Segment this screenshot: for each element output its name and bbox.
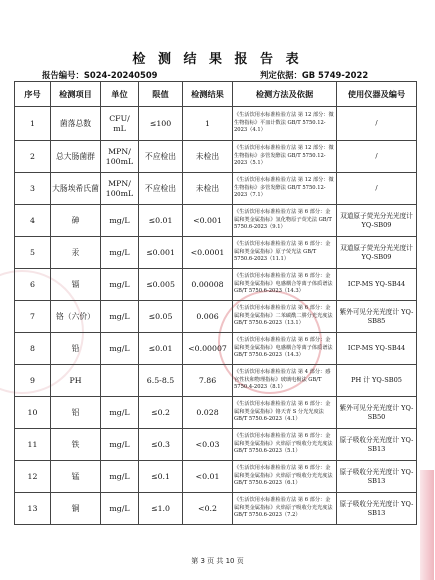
cell-no: 11 (15, 429, 51, 461)
cell-instrument: 紫外可见分光光度计 YQ-SB50 (337, 397, 417, 429)
cell-instrument: PH 计 YQ-SB05 (337, 365, 417, 397)
cell-no: 7 (15, 301, 51, 333)
cell-unit: mg/L (101, 205, 139, 237)
cell-method: 《生活饮用水标准检验方法 第 6 部分：金属和类金属指标》电感耦合等离子体质谱法 GB/T 5750.6-2023（14.3） (233, 333, 337, 365)
cell-item: 总大肠菌群 (51, 141, 101, 173)
cell-no: 12 (15, 461, 51, 493)
cell-limit: ≤100 (139, 107, 183, 141)
cell-result: <0.00007 (183, 333, 233, 365)
table-row (15, 333, 417, 365)
cell-instrument: 原子吸收分光光度计 YQ-SB13 (337, 429, 417, 461)
cell-result: 0.00008 (183, 269, 233, 301)
cell-unit: mg/L (101, 429, 139, 461)
header-cell-limit: 限值 (139, 82, 183, 107)
cell-limit: ≤0.2 (139, 397, 183, 429)
results-table (14, 81, 417, 525)
cell-limit: ≤0.3 (139, 429, 183, 461)
table-row (15, 461, 417, 493)
cell-result: <0.0001 (183, 237, 233, 269)
cell-no: 13 (15, 493, 51, 525)
header-cell-item: 检测项目 (51, 82, 101, 107)
cell-instrument: / (337, 141, 417, 173)
cell-result: <0.001 (183, 205, 233, 237)
cell-instrument: / (337, 173, 417, 205)
cell-method: 《生活饮用水标准检验方法 第 12 部分：微生物指标》多管发酵法 GB/T 5750.12-2023（5.1） (233, 141, 337, 173)
cell-item: 菌落总数 (51, 107, 101, 141)
cell-instrument: ICP-MS YQ-SB44 (337, 333, 417, 365)
table-row (15, 301, 417, 333)
cell-no: 5 (15, 237, 51, 269)
cell-result: <0.2 (183, 493, 233, 525)
cell-item: 镉 (51, 269, 101, 301)
cell-result: 未检出 (183, 141, 233, 173)
cell-unit: mg/L (101, 397, 139, 429)
cell-instrument: 双道原子荧光分光光度计 YQ-SB09 (337, 205, 417, 237)
cell-no: 1 (15, 107, 51, 141)
cell-method: 《生活饮用水标准检验方法 第 6 部分：金属和类金属指标》氢化物原子荧光法 GB/T 5750.6-2023（9.1） (233, 205, 337, 237)
table-row (15, 429, 417, 461)
cell-method: 《生活饮用水标准检验方法 第 6 部分：金属和类金属指标》原子荧光法 GB/T 5750.6-2023（11.1） (233, 237, 337, 269)
cell-item: 汞 (51, 237, 101, 269)
cell-unit: MPN/ 100mL (101, 173, 139, 205)
cell-instrument: 双道原子荧光分光光度计 YQ-SB09 (337, 237, 417, 269)
header-cell-unit: 单位 (101, 82, 139, 107)
cell-item: 铜 (51, 493, 101, 525)
cell-limit: 不应检出 (139, 173, 183, 205)
cell-limit: ≤0.1 (139, 461, 183, 493)
cell-item: 铅 (51, 333, 101, 365)
cell-limit: ≤0.01 (139, 205, 183, 237)
cell-limit: ≤0.005 (139, 269, 183, 301)
cell-method: 《生活饮用水标准检验方法 第 6 部分：金属和类金属指标》二苯碳酰二肼分光光度法 GB/T 5750.6-2023（13.1） (233, 301, 337, 333)
header-cell-instrument: 使用仪器及编号 (337, 82, 417, 107)
cell-result: <0.01 (183, 461, 233, 493)
cell-limit: 不应检出 (139, 141, 183, 173)
cell-unit (101, 365, 139, 397)
judgement-basis: 判定依据：GB 5749-2022 (260, 70, 369, 80)
cell-unit: CFU/ mL (101, 107, 139, 141)
cell-unit: mg/L (101, 461, 139, 493)
cell-limit: 6.5-8.5 (139, 365, 183, 397)
cell-method: 《生活饮用水标准检验方法 第 12 部分：微生物指标》多管发酵法 GB/T 5750.12-2023（7.1） (233, 173, 337, 205)
cell-unit: mg/L (101, 333, 139, 365)
cell-no: 3 (15, 173, 51, 205)
cell-result: 1 (183, 107, 233, 141)
cell-item: 锰 (51, 461, 101, 493)
cell-method: 《生活饮用水标准检验方法 第 6 部分：金属和类金属指标》火焰原子吸收分光光度法 GB/T 5750.6-2023（6.1） (233, 461, 337, 493)
cell-instrument: ICP-MS YQ-SB44 (337, 269, 417, 301)
cell-unit: mg/L (101, 269, 139, 301)
header-cell-method: 检测方法及依据 (233, 82, 337, 107)
header-cell-result: 检测结果 (183, 82, 233, 107)
cell-result: 0.006 (183, 301, 233, 333)
cell-item: 砷 (51, 205, 101, 237)
cell-item: 铝 (51, 397, 101, 429)
table-header-row (15, 82, 417, 107)
cell-unit: mg/L (101, 301, 139, 333)
cell-no: 4 (15, 205, 51, 237)
cell-no: 8 (15, 333, 51, 365)
cell-method: 《生活饮用水标准检验方法 第 12 部分：微生物指标》平皿计数法 GB/T 5750.12-2023（4.1） (233, 107, 337, 141)
cell-limit: ≤0.01 (139, 333, 183, 365)
report-number: 报告编号：S024-20240509 (42, 70, 158, 80)
cell-item: PH (51, 365, 101, 397)
cell-instrument: 原子吸收分光光度计 YQ-SB13 (337, 493, 417, 525)
cell-instrument: 紫外可见分光光度计 YQ-SB85 (337, 301, 417, 333)
cell-method: 《生活饮用水标准检验方法 第 6 部分：金属和类金属指标》电感耦合等离子体质谱法 GB/T 5750.6-2023（14.3） (233, 269, 337, 301)
cell-result: <0.03 (183, 429, 233, 461)
report-title: 检 测 结 果 报 告 表 (132, 52, 303, 67)
cell-method: 《生活饮用水标准检验方法 第 6 部分：金属和类金属指标》火焰原子吸收分光光度法 GB/T 5750.6-2023（5.1） (233, 429, 337, 461)
cell-unit: mg/L (101, 493, 139, 525)
table-row (15, 141, 417, 173)
cell-no: 2 (15, 141, 51, 173)
table-row (15, 107, 417, 141)
cell-unit: mg/L (101, 237, 139, 269)
cell-instrument: 原子吸收分光光度计 YQ-SB13 (337, 461, 417, 493)
cell-item: 铬（六价） (51, 301, 101, 333)
table-row (15, 237, 417, 269)
cell-method: 《生活饮用水标准检验方法 第 6 部分：金属和类金属指标》火焰原子吸收分光光度法 GB/T 5750.6-2023（7.2） (233, 493, 337, 525)
table-row (15, 269, 417, 301)
cell-method: 《生活饮用水标准检验方法 第 4 部分：感官性状和物理指标》玻璃电极法 GB/T 5750.4-2023（8.1） (233, 365, 337, 397)
cell-item: 铁 (51, 429, 101, 461)
cell-instrument: / (337, 107, 417, 141)
cell-item: 大肠埃希氏菌 (51, 173, 101, 205)
cell-no: 9 (15, 365, 51, 397)
cell-limit: ≤0.001 (139, 237, 183, 269)
cell-limit: ≤0.05 (139, 301, 183, 333)
page-footer: 第 3 页 共 10 页 (191, 557, 244, 565)
cell-unit: MPN/ 100mL (101, 141, 139, 173)
cell-limit: ≤1.0 (139, 493, 183, 525)
table-row (15, 365, 417, 397)
table-row (15, 397, 417, 429)
cell-result: 7.86 (183, 365, 233, 397)
table-row (15, 493, 417, 525)
cell-result: 0.028 (183, 397, 233, 429)
cell-no: 10 (15, 397, 51, 429)
cell-method: 《生活饮用水标准检验方法 第 6 部分：金属和类金属指标》铬天青 S 分光光度法 GB/T 5750.6-2023（4.1） (233, 397, 337, 429)
header-cell-no: 序号 (15, 82, 51, 107)
cell-result: 未检出 (183, 173, 233, 205)
table-row (15, 173, 417, 205)
cell-no: 6 (15, 269, 51, 301)
table-row (15, 205, 417, 237)
